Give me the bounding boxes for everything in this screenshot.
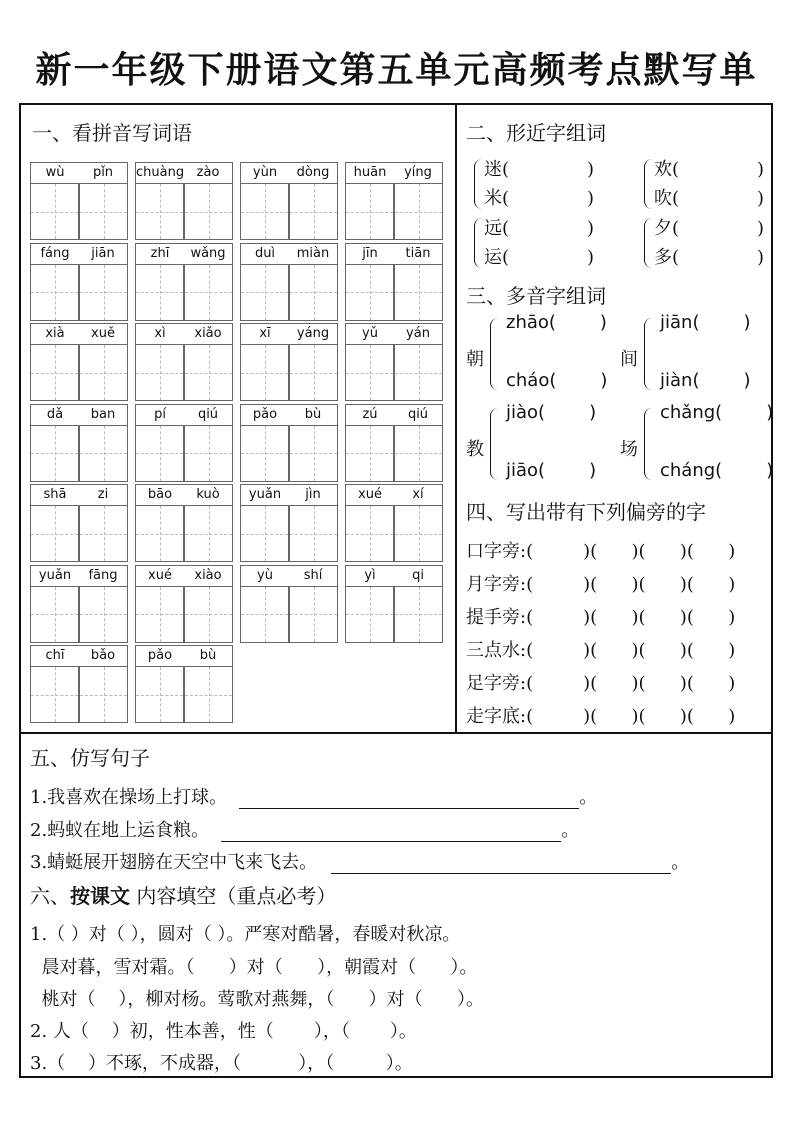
pinyin-syllable: duì [254, 245, 276, 261]
writing-box[interactable] [135, 344, 184, 401]
writing-box[interactable] [135, 666, 184, 723]
pinyin-syllable: qi [412, 567, 424, 583]
pinyin-row [240, 484, 338, 506]
pinyin-row [240, 243, 338, 265]
pinyin-cell [30, 162, 128, 240]
pinyin-cell [135, 565, 233, 643]
writing-box[interactable] [289, 264, 338, 321]
writing-box[interactable] [184, 505, 233, 562]
writing-box[interactable] [345, 344, 394, 401]
writing-box[interactable] [394, 344, 443, 401]
writing-box[interactable] [135, 264, 184, 321]
pinyin-row [30, 243, 128, 265]
pinyin-cell [135, 484, 233, 562]
writing-box[interactable] [240, 264, 289, 321]
writing-box[interactable] [79, 264, 128, 321]
writing-box[interactable] [30, 183, 79, 240]
pinyin-syllable: zào [196, 165, 220, 180]
similar-char-item: 吹( ) [654, 188, 765, 209]
brace-icon [644, 159, 653, 209]
polyphone-char: 间 [620, 349, 638, 370]
writing-box[interactable] [240, 425, 289, 482]
fill-line-4: 2. 人（ ）初，性本善，性（ ），（ ）。 [30, 1021, 417, 1042]
pinyin-row [30, 404, 128, 426]
writing-box[interactable] [240, 344, 289, 401]
writing-box[interactable] [184, 344, 233, 401]
polyphone-reading: jiào( ) [506, 402, 597, 423]
pinyin-row [240, 404, 338, 426]
writing-box[interactable] [289, 505, 338, 562]
brace-icon [644, 218, 653, 268]
page-title: 新一年级下册语文第五单元高频考点默写单 [35, 50, 758, 91]
pinyin-cell [345, 565, 443, 643]
pinyin-syllable: shā [43, 487, 67, 502]
polyphone-reading: cháng( ) [660, 460, 774, 481]
polyphone-reading: cháo( ) [506, 370, 608, 391]
pinyin-syllable: miàn [296, 245, 330, 261]
writing-box[interactable] [30, 666, 79, 723]
pinyin-syllable: qiú [197, 406, 219, 422]
pinyin-cell [135, 243, 233, 321]
writing-box[interactable] [345, 425, 394, 482]
writing-box[interactable] [345, 505, 394, 562]
writing-box[interactable] [394, 425, 443, 482]
pinyin-row [135, 323, 233, 345]
row-divider [19, 732, 773, 734]
pinyin-syllable: fāng [88, 567, 118, 583]
pinyin-row [30, 645, 128, 667]
pinyin-syllable: bù [304, 406, 322, 422]
pinyin-row [30, 484, 128, 506]
pinyin-syllable: xì [154, 326, 166, 341]
radical-row: 足字旁:( )( )( )( ) [466, 673, 736, 694]
pinyin-syllable: pí [154, 406, 166, 422]
brace-icon [474, 159, 483, 209]
similar-char-item: 运( ) [484, 247, 595, 268]
pinyin-row [135, 565, 233, 587]
pinyin-syllable: kuò [196, 487, 220, 502]
sec4-heading: 四、写出带有下列偏旁的字 [466, 500, 706, 524]
writing-box[interactable] [135, 505, 184, 562]
pinyin-row [30, 565, 128, 587]
writing-box[interactable] [79, 505, 128, 562]
fill-line-3: 桃对（ ），柳对杨。莺歌对燕舞，（ ）对（ ）。 [30, 989, 484, 1010]
pinyin-syllable: xiǎo [194, 326, 222, 341]
brace-icon [490, 408, 499, 480]
pinyin-syllable: qiú [407, 406, 429, 422]
writing-box[interactable] [79, 344, 128, 401]
writing-box[interactable] [30, 586, 79, 643]
writing-box[interactable] [184, 264, 233, 321]
pinyin-cell [345, 404, 443, 482]
pinyin-cell [345, 162, 443, 240]
pinyin-syllable: xué [358, 487, 382, 502]
writing-box[interactable] [30, 505, 79, 562]
writing-box[interactable] [394, 183, 443, 240]
polyphone-reading: zhāo( ) [506, 312, 607, 333]
column-divider [455, 103, 457, 733]
pinyin-syllable: bù [199, 648, 217, 663]
pinyin-syllable: yǔ [362, 326, 378, 341]
writing-box[interactable] [289, 425, 338, 482]
writing-box[interactable] [30, 425, 79, 482]
pinyin-syllable: xuě [91, 326, 115, 341]
writing-box[interactable] [345, 264, 394, 321]
pinyin-row [240, 565, 338, 587]
writing-box[interactable] [345, 586, 394, 643]
pinyin-syllable: xí [412, 487, 424, 502]
fill-line-1: 1.（ ）对（ ），圆对（ ）。严寒对酷暑，春暖对秋凉。 [30, 924, 461, 945]
writing-box[interactable] [79, 425, 128, 482]
similar-char-item: 夕( ) [654, 218, 765, 239]
pinyin-syllable: xué [148, 567, 172, 583]
writing-box[interactable] [135, 425, 184, 482]
pinyin-cell [30, 484, 128, 562]
pinyin-cell [240, 565, 338, 643]
pinyin-cell [240, 243, 338, 321]
pinyin-syllable: xià [45, 326, 65, 341]
pinyin-syllable: chuàng [136, 165, 185, 180]
writing-box[interactable] [240, 586, 289, 643]
pinyin-syllable: yù [257, 567, 273, 583]
pinyin-row [345, 243, 443, 265]
writing-box[interactable] [289, 344, 338, 401]
writing-box[interactable] [79, 666, 128, 723]
brace-icon [490, 318, 499, 390]
pinyin-cell [135, 645, 233, 723]
writing-box[interactable] [394, 505, 443, 562]
pinyin-syllable: jīn [362, 245, 378, 261]
similar-char-item: 远( ) [484, 218, 595, 239]
polyphone-reading: chǎng( ) [660, 402, 774, 423]
pinyin-syllable: dòng [296, 165, 330, 180]
pinyin-cell [345, 323, 443, 401]
sec1-heading: 一、看拼音写词语 [32, 121, 192, 145]
pinyin-row [135, 645, 233, 667]
pinyin-cell [135, 404, 233, 482]
polyphone-reading: jiàn( ) [660, 370, 751, 391]
pinyin-syllable: huān [353, 165, 387, 180]
similar-char-item: 迷( ) [484, 159, 595, 180]
pinyin-syllable: pǎo [147, 648, 173, 663]
writing-box[interactable] [345, 183, 394, 240]
pinyin-syllable: wǎng [190, 245, 226, 261]
radical-row: 月字旁:( )( )( )( ) [466, 574, 736, 595]
writing-box[interactable] [240, 183, 289, 240]
sec5-heading: 五、仿写句子 [30, 746, 150, 770]
polyphone-reading: jiān( ) [660, 312, 751, 333]
writing-box[interactable] [135, 183, 184, 240]
pinyin-row [135, 404, 233, 426]
pinyin-syllable: yuǎn [248, 487, 282, 502]
pinyin-syllable: yuǎn [38, 567, 72, 583]
pinyin-syllable: bāo [147, 487, 173, 502]
polyphone-char: 场 [620, 439, 638, 460]
sec2-heading: 二、形近字组词 [466, 121, 606, 145]
sec3-heading: 三、多音字组词 [466, 284, 606, 308]
fill-line-2: 晨对暮，雪对霜。（ ）对（ ），朝霞对（ ）。 [30, 957, 478, 978]
pinyin-row [240, 162, 338, 184]
pinyin-syllable: shí [303, 567, 323, 583]
polyphone-char: 教 [466, 439, 484, 460]
writing-box[interactable] [394, 264, 443, 321]
writing-box[interactable] [30, 344, 79, 401]
pinyin-row [30, 162, 128, 184]
pinyin-cell [135, 162, 233, 240]
pinyin-cell [240, 484, 338, 562]
pinyin-cell [30, 645, 128, 723]
pinyin-cell [240, 162, 338, 240]
writing-box[interactable] [184, 425, 233, 482]
similar-char-item: 欢( ) [654, 159, 765, 180]
pinyin-cell [30, 565, 128, 643]
imitate-item-1: 1.我喜欢在操场上打球。 。 [30, 787, 598, 808]
pinyin-syllable: fáng [40, 245, 70, 261]
writing-box[interactable] [135, 586, 184, 643]
writing-box[interactable] [79, 183, 128, 240]
writing-box[interactable] [184, 666, 233, 723]
writing-box[interactable] [30, 264, 79, 321]
similar-char-item: 米( ) [484, 188, 595, 209]
pinyin-syllable: yì [364, 567, 376, 583]
pinyin-cell [240, 404, 338, 482]
pinyin-cell [30, 404, 128, 482]
pinyin-syllable: jiān [91, 245, 115, 261]
pinyin-syllable: ban [90, 406, 116, 422]
pinyin-row [135, 484, 233, 506]
pinyin-cell [135, 323, 233, 401]
writing-box[interactable] [240, 505, 289, 562]
pinyin-row [135, 243, 233, 265]
pinyin-syllable: xiào [194, 567, 222, 583]
pinyin-syllable: yíng [404, 165, 432, 180]
answer-line[interactable] [239, 808, 579, 809]
pinyin-cell [345, 243, 443, 321]
pinyin-syllable: xī [259, 326, 271, 341]
pinyin-syllable: yán [406, 326, 430, 341]
polyphone-reading: jiāo( ) [506, 460, 597, 481]
pinyin-cell [240, 323, 338, 401]
pinyin-syllable: tiān [405, 245, 431, 261]
pinyin-syllable: chī [45, 648, 65, 663]
radical-row: 提手旁:( )( )( )( ) [466, 607, 736, 628]
answer-line[interactable] [331, 873, 671, 874]
writing-box[interactable] [79, 586, 128, 643]
pinyin-syllable: zhī [150, 245, 170, 261]
polyphone-char: 朝 [466, 349, 484, 370]
pinyin-row [240, 323, 338, 345]
pinyin-syllable: zú [362, 406, 378, 422]
writing-box[interactable] [289, 586, 338, 643]
sec6-heading: 六、按课文 内容填空（重点必考） [30, 884, 337, 908]
pinyin-row [30, 323, 128, 345]
writing-box[interactable] [394, 586, 443, 643]
pinyin-cell [30, 323, 128, 401]
writing-box[interactable] [289, 183, 338, 240]
pinyin-row [345, 323, 443, 345]
pinyin-row [345, 484, 443, 506]
pinyin-syllable: pǐn [92, 165, 114, 180]
pinyin-cell [30, 243, 128, 321]
writing-box[interactable] [184, 183, 233, 240]
pinyin-row [345, 404, 443, 426]
pinyin-cell [345, 484, 443, 562]
brace-icon [474, 218, 483, 268]
pinyin-row [135, 162, 233, 184]
pinyin-syllable: bǎo [90, 648, 116, 663]
imitate-item-2: 2.蚂蚁在地上运食粮。 。 [30, 820, 580, 841]
pinyin-syllable: pǎo [252, 406, 278, 422]
radical-row: 走字底:( )( )( )( ) [466, 706, 736, 727]
pinyin-syllable: yùn [252, 165, 278, 180]
imitate-item-3: 3.蜻蜓展开翅膀在天空中飞来飞去。 。 [30, 852, 690, 873]
brace-icon [644, 318, 653, 390]
pinyin-syllable: jìn [305, 487, 321, 502]
brace-icon [644, 408, 653, 480]
answer-line[interactable] [221, 841, 561, 842]
pinyin-row [345, 565, 443, 587]
pinyin-syllable: yáng [296, 326, 330, 341]
pinyin-row [345, 162, 443, 184]
pinyin-syllable: dǎ [46, 406, 64, 422]
pinyin-syllable: wù [45, 165, 65, 180]
radical-row: 三点水:( )( )( )( ) [466, 640, 736, 661]
fill-line-5: 3.（ ）不琢，不成器，（ ），（ ）。 [30, 1053, 413, 1074]
similar-char-item: 多( ) [654, 247, 765, 268]
pinyin-syllable: zi [97, 487, 109, 502]
writing-box[interactable] [184, 586, 233, 643]
radical-row: 口字旁:( )( )( )( ) [466, 541, 736, 562]
